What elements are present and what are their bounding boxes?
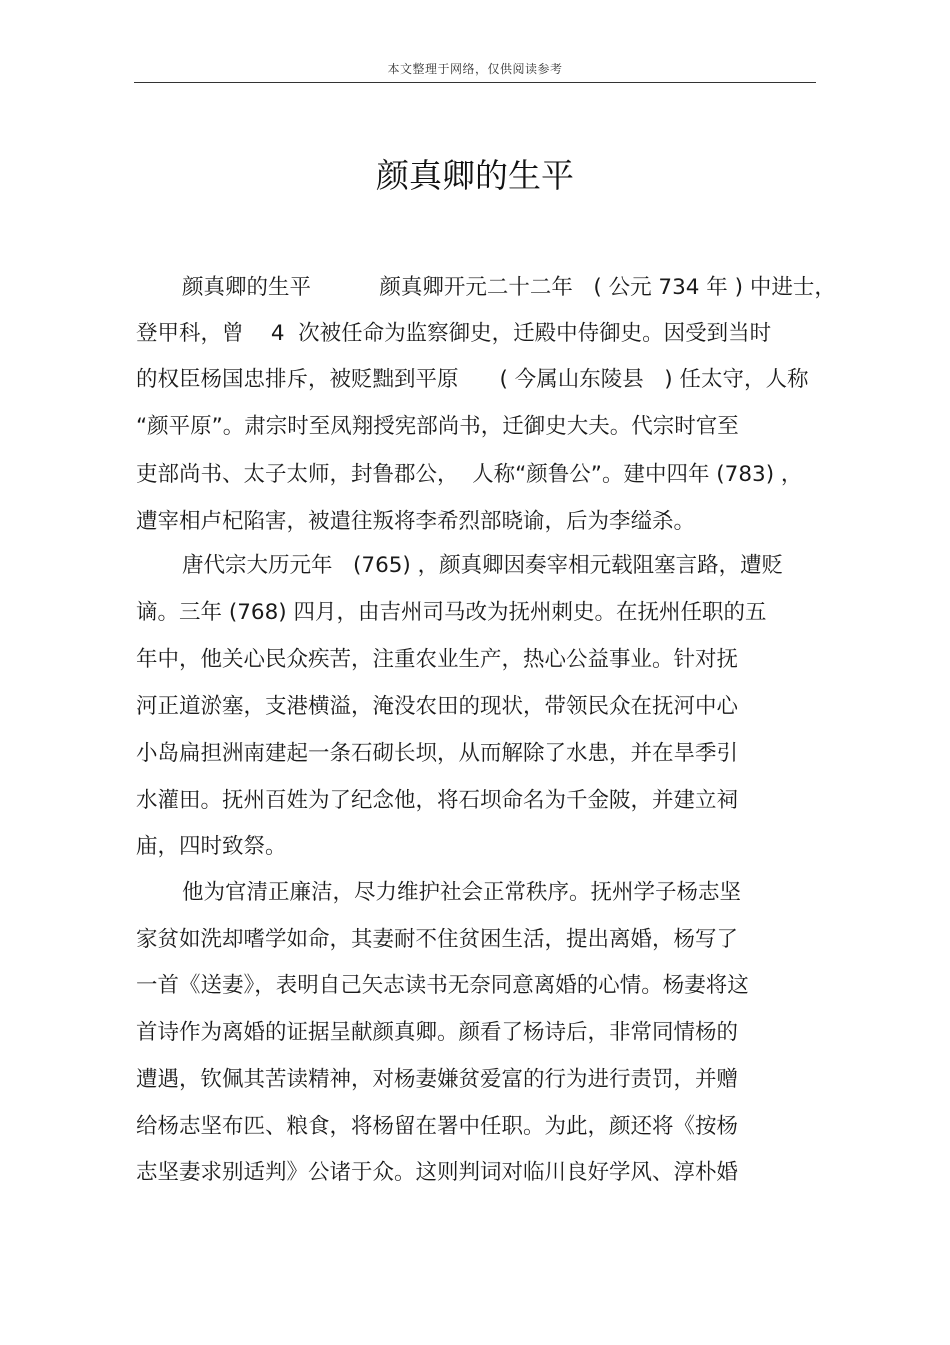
paragraph-3-line-7: 志坚妻求别适判》公诸于众。这则判词对临川良好学风、淳朴婚 <box>136 1160 739 1185</box>
paragraph-1-line-4: “颜平原”。肃宗时至凤翔授宪部尚书，迁御史大夫。代宗时官至 <box>136 414 739 439</box>
paragraph-1-line-5: 吏部尚书、太子太师，封鲁郡公， 人称“颜鲁公”。建中四年 (783) ， <box>136 462 803 487</box>
paragraph-1-line-2: 登甲科，曾 4 次被任命为监察御史，迁殿中侍御史。因受到当时 <box>136 321 772 346</box>
header-note: 本文整理于网络，仅供阅读参考 <box>387 62 563 76</box>
document-title: 颜真卿的生平 <box>376 156 574 195</box>
paragraph-3-line-4: 首诗作为离婚的证据呈献颜真卿。颜看了杨诗后，非常同情杨的 <box>136 1020 739 1045</box>
page-header <box>134 58 816 83</box>
paragraph-2-line-5: 小岛扁担洲南建起一条石砌长坝，从而解除了水患，并在旱季引 <box>136 741 739 766</box>
paragraph-3-line-3: 一首《送妻》，表明自己矢志读书无奈同意离婚的心情。杨妻将这 <box>136 973 749 998</box>
paragraph-1-line-1: 颜真卿的生平 颜真卿开元二十二年 ( 公元 734 年 ) 中进士， <box>182 275 836 300</box>
paragraph-2-line-1: 唐代宗大历元年 (765) ，颜真卿因奏宰相元载阻塞言路，遭贬 <box>182 553 784 578</box>
paragraph-2-line-3: 年中，他关心民众疾苦，注重农业生产，热心公益事业。针对抚 <box>136 647 739 672</box>
paragraph-3-line-1: 他为官清正廉洁，尽力维护社会正常秩序。抚州学子杨志坚 <box>182 880 742 905</box>
paragraph-3-line-6: 给杨志坚布匹、粮食，将杨留在署中任职。为此，颜还将《按杨 <box>136 1114 739 1139</box>
paragraph-3-line-2: 家贫如洗却嗜学如命，其妻耐不住贫困生活，提出离婚，杨写了 <box>136 927 739 952</box>
paragraph-3-line-5: 遭遇，钦佩其苦读精神，对杨妻嫌贫爱富的行为进行责罚，并赠 <box>136 1067 739 1092</box>
paragraph-2-line-2: 谪。三年 (768) 四月，由吉州司马改为抚州刺史。在抚州任职的五 <box>136 600 767 625</box>
paragraph-1-line-3: 的权臣杨国忠排斥，被贬黜到平原 ( 今属山东陵县 ) 任太守，人称 <box>136 367 809 392</box>
paragraph-2-line-6: 水灌田。抚州百姓为了纪念他，将石坝命名为千金陂，并建立祠 <box>136 788 739 813</box>
paragraph-1-line-6: 遭宰相卢杞陷害，被遣往叛将李希烈部晓谕，后为李缢杀。 <box>136 509 696 534</box>
paragraph-2-line-7: 庙，四时致祭。 <box>136 834 287 859</box>
paragraph-2-line-4: 河正道淤塞，支港横溢，淹没农田的现状，带领民众在抚河中心 <box>136 694 739 719</box>
